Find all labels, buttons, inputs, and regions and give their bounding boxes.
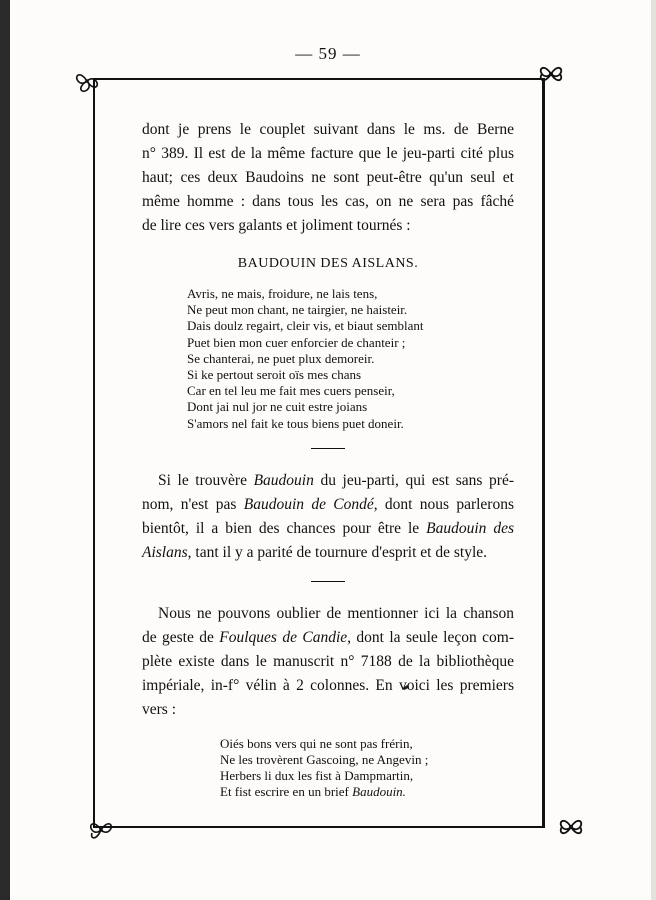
text-line: Si le trouvère Baudouin du jeu-parti, qui est sans pré- [158, 471, 514, 489]
section-divider [311, 581, 345, 582]
flourish-ornament-top-left-icon [72, 66, 102, 96]
italic-name: Baudouin des [426, 519, 515, 537]
poem-line: Puet bien mon cuer enforcier de chanteir ; [187, 334, 406, 350]
page-number: — 59 — [295, 44, 361, 63]
poem-baudouin-des-aislans [187, 286, 514, 432]
text-line: même homme : dans tous les cas, on ne sera pas fâché [142, 193, 514, 210]
text-line: Aislans, tant il y a parité de tournure d'esprit et de style. [142, 543, 488, 561]
paragraph-intro [142, 118, 514, 238]
italic-name: Baudouin [253, 471, 314, 489]
poem-line: Dont jai nul jor ne cuit estre joians [187, 399, 368, 415]
poem-line: Et fist escrire en un brief Baudouin. [220, 783, 406, 799]
poem-foulques-de-candie [220, 736, 514, 800]
text-line: de lire ces vers galants et joliment tournés : [142, 217, 411, 234]
text-line: nom, n'est pas Baudouin de Condé, dont nous parlerons [142, 495, 514, 513]
page-body [142, 118, 514, 800]
poem-line: Se chanterai, ne puet plux demoreir. [187, 350, 375, 366]
text-line: dont je prens le couplet suivant dans le ms. de Berne [142, 121, 514, 138]
flourish-ornament-top-right-icon [536, 59, 566, 89]
poem-heading: BAUDOUIN DES AISLANS. [237, 256, 419, 271]
paragraph-trouvere [142, 469, 514, 565]
italic-title: Foulques de Candie [219, 628, 348, 646]
poem-line: Car en tel leu me fait mes cuers penseir, [187, 383, 395, 399]
poem-line: Herbers li dux les fist à Dampmartin, [220, 767, 414, 783]
flourish-ornament-bottom-left-icon [86, 815, 116, 845]
section-divider [311, 448, 345, 449]
poem-line: Ne peut mon chant, ne tairgier, ne haisteir. [187, 302, 408, 318]
poem-line: Oiés bons vers qui ne sont pas frérin, [220, 735, 413, 751]
italic-name: Baudouin de Condé [243, 495, 374, 513]
paragraph-foulques [142, 602, 514, 722]
text-line: n° 389. Il est de la même facture que le jeu-parti cité plus [142, 145, 514, 162]
text-line: impériale, in-f° vélin à 2 colonnes. En voici les premiers [142, 676, 514, 694]
italic-name: Baudouin. [352, 783, 406, 799]
text-line: haut; ces deux Baudoins ne sont peut-être qu'un seul et [142, 169, 514, 186]
poem-line: Avris, ne mais, froidure, ne lais tens, [187, 286, 378, 301]
text-line: bientôt, il a bien des chances pour être le Baudouin des [142, 519, 515, 537]
poem-line: Si ke pertout seroit oïs mes chans [187, 367, 362, 383]
poem-line: S'amors nel fait ke tous biens puet doneir. [187, 415, 404, 431]
flourish-ornament-bottom-right-icon [556, 812, 586, 842]
scan-edge-right [651, 0, 656, 900]
scan-edge-left [0, 0, 10, 900]
text-line: Nous ne pouvons oublier de mentionner ici la chanson [158, 604, 514, 622]
poem-line: Ne les trovèrent Gascoing, ne Angevin ; [220, 751, 429, 767]
italic-name: Aislans [142, 543, 188, 561]
text-line: de geste de Foulques de Candie, dont la seule leçon com- [142, 628, 514, 646]
poem-line: Dais doulz regairt, cleir vis, et biaut semblant [187, 318, 424, 334]
text-line: plète existe dans le manuscrit n° 7188 de la bibliothèque [142, 652, 514, 670]
text-line: vers : [142, 700, 177, 718]
